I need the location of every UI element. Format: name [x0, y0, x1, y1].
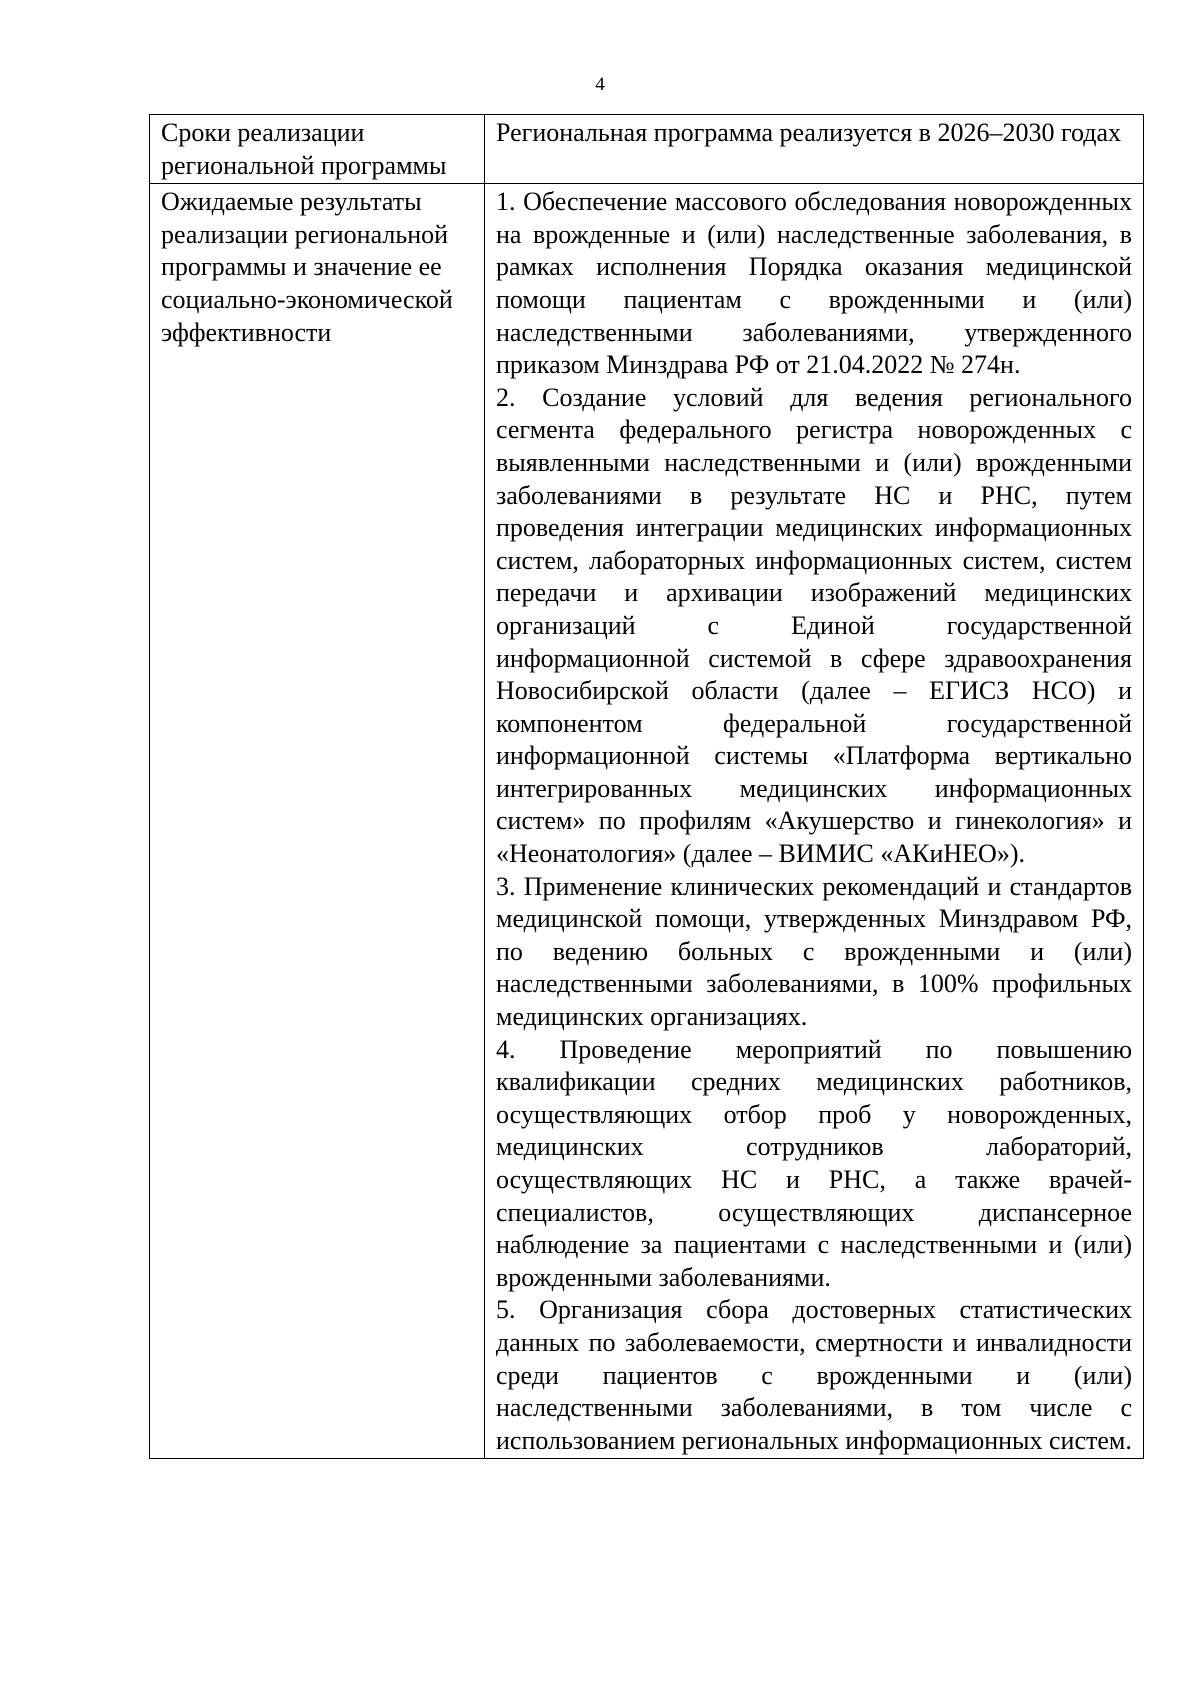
- page-number: 4: [595, 74, 605, 95]
- program-passport-table: [149, 114, 1144, 1459]
- table-row-expected-results: [150, 184, 1144, 1459]
- result-item-3: 3. Применение клинических рекомендаций и стандартов медицинской помощи, утвержденных Минздравом РФ, по ведению больных с врожденными и (или) наследственными заболеваниями, в 100% профильных медицинских организациях.: [496, 871, 1132, 1032]
- result-item-5: 5. Организация сбора достоверных статистических данных по заболеваемости, смертности и инвалидности среди пациентов с врожденными и (или) наследственными заболеваниями, в том числе с использованием региональных информационных систем.: [496, 1295, 1132, 1455]
- table-row-implementation-period: [150, 115, 1144, 184]
- result-item-2: 2. Создание условий для ведения регионального сегмента федерального регистра новорожденных с выявленными наследственными и (или) врожденными заболеваниями в результате НС и РНС, путем проведения интеграции медицинских информационных систем, лабораторных информационных систем, систем передачи и архивации изображений медицинских организаций с Единой государственной информационной системой в сфере здравоохранения Новосибирской области (далее – ЕГИСЗ НСО) и компонентом федеральной государственной информационной системы «Платформа вертикально интегрированных медицинских информационных систем» по профилям «Акушерство и гинекология» и «Неонатология» (далее – ВИМИС «АКиНЕО»).: [496, 382, 1132, 869]
- row-label-implementation-period: Сроки реализации региональной программы: [150, 115, 485, 184]
- row-label-expected-results: Ожидаемые результаты реализации региональной программы и значение ее социально-экономической эффективности: [150, 184, 485, 1459]
- result-item-1: 1. Обеспечение массового обследования новорожденных на врожденные и (или) наследственные заболевания, в рамках исполнения Порядка оказания медицинской помощи пациентам с врожденными и (или) наследственными заболеваниями, утвержденного приказом Минздрава РФ от 21.04.2022 № 274н.: [496, 187, 1132, 380]
- row-value-expected-results: [485, 184, 1144, 1459]
- row-value-implementation-period: Региональная программа реализуется в 2026–2030 годах: [485, 115, 1144, 184]
- result-item-4: 4. Проведение мероприятий по повышению квалификации средних медицинских работников, осуществляющих отбор проб у новорожденных, медицинских сотрудников лабораторий, осуществляющих НС и РНС, а также врачей-специалистов, осуществляющих диспансерное наблюдение за пациентами с наследственными и (или) врожденными заболеваниями.: [496, 1034, 1132, 1292]
